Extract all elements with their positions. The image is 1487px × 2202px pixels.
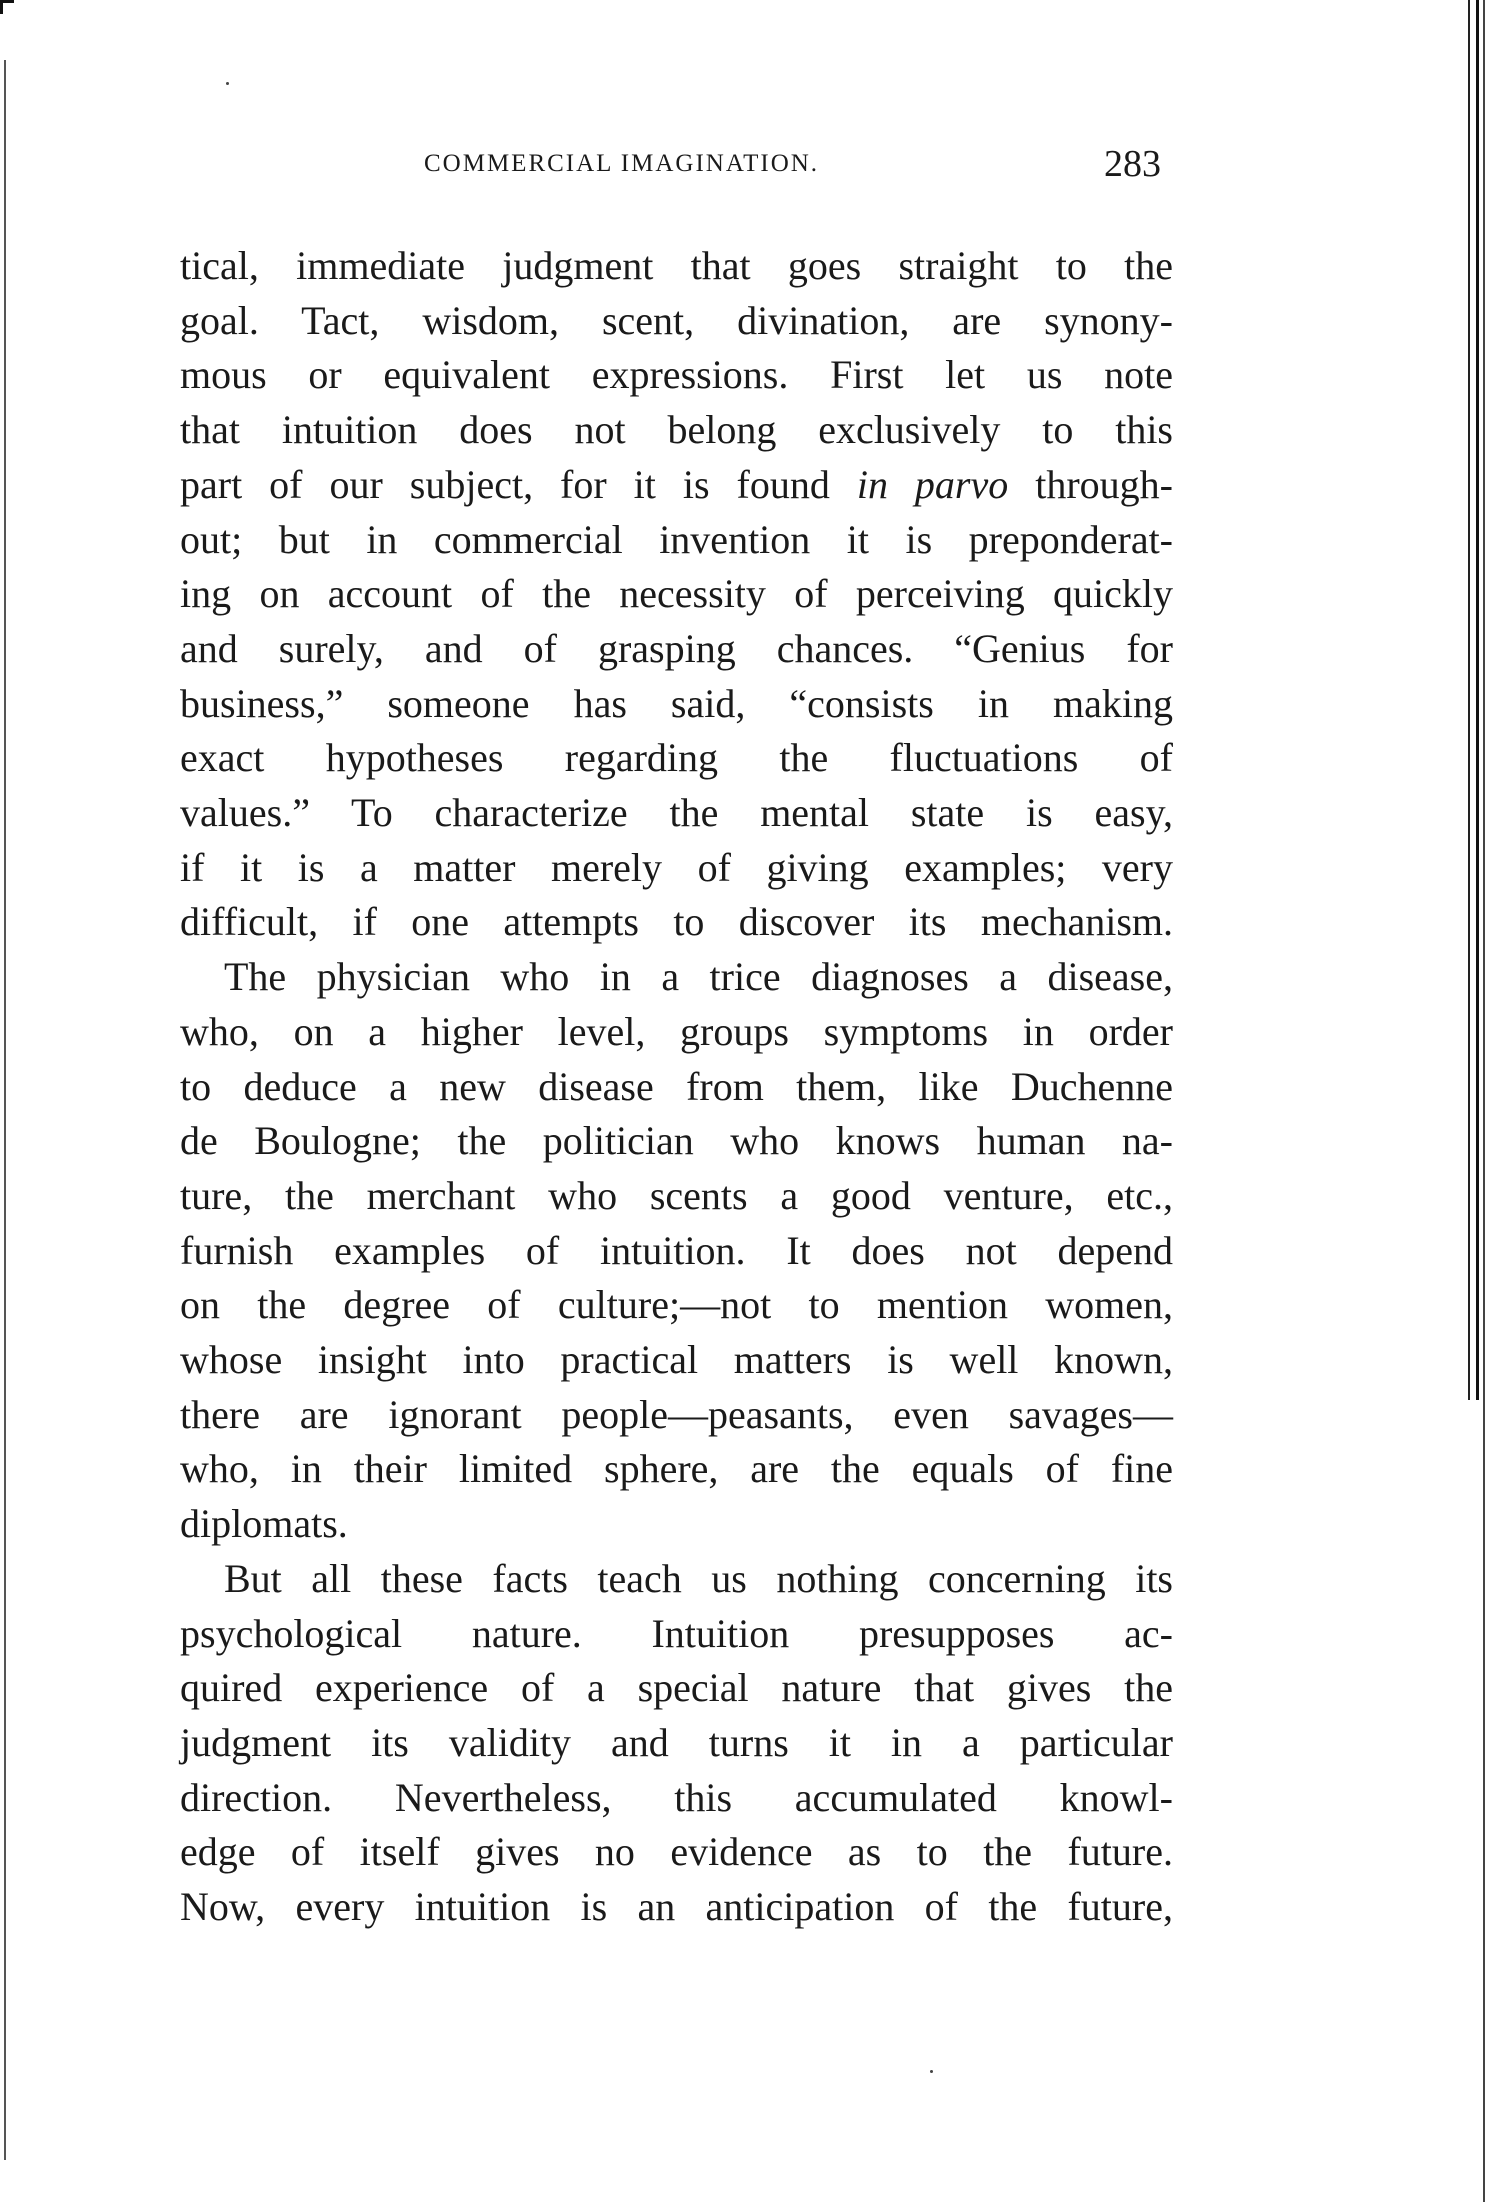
scan-corner-mark xyxy=(0,0,3,14)
text-line: business,” someone has said, “consists in making xyxy=(180,680,1173,726)
text-segment: part of our subject, for it is found xyxy=(180,461,857,507)
text-line: direction. Nevertheless, this accumulated knowl- xyxy=(180,1774,1173,1820)
text-line: values.” To characterize the mental state is easy, xyxy=(180,790,1173,836)
page-edge-right-outer xyxy=(1483,0,1485,2202)
text-line: psychological nature. Intuition presupposes ac- xyxy=(180,1610,1173,1656)
scan-speck xyxy=(226,82,229,85)
text-segment: through- xyxy=(1008,461,1173,507)
text-line: there are ignorant people—peasants, even savages— xyxy=(180,1391,1173,1437)
text-line: de Boulogne; the politician who knows human na- xyxy=(180,1118,1173,1164)
running-head: COMMERCIAL IMAGINATION. xyxy=(424,150,820,177)
body-text xyxy=(180,239,1173,1935)
text-line: that intuition does not belong exclusively to this xyxy=(180,407,1173,453)
text-line: furnish examples of intuition. It does not depend xyxy=(180,1227,1173,1273)
text-line: The physician who in a trice diagnoses a disease, xyxy=(224,954,1173,1000)
text-line: if it is a matter merely of giving examples; very xyxy=(180,844,1173,890)
text-line: But all these facts teach us nothing concerning its xyxy=(224,1555,1173,1601)
text-line: who, in their limited sphere, are the equals of fine xyxy=(180,1446,1173,1492)
text-line: diplomats. xyxy=(180,1501,348,1547)
page-number: 283 xyxy=(1104,143,1161,185)
text-line: quired experience of a special nature that gives the xyxy=(180,1665,1173,1711)
text-line: tical, immediate judgment that goes straight to the xyxy=(180,243,1173,288)
text-line: to deduce a new disease from them, like Duchenne xyxy=(180,1063,1173,1109)
text-line: edge of itself gives no evidence as to the future. xyxy=(180,1829,1173,1875)
text-line: out; but in commercial invention it is preponderat- xyxy=(180,516,1173,562)
text-line: Now, every intuition is an anticipation of the future, xyxy=(180,1884,1173,1930)
text-line: judgment its validity and turns it in a particular xyxy=(180,1719,1173,1765)
text-line: ture, the merchant who scents a good venture, etc., xyxy=(180,1172,1173,1218)
text-line: and surely, and of grasping chances. “Genius for xyxy=(180,625,1173,671)
italic-phrase: in parvo xyxy=(856,461,1009,507)
text-line: ing on account of the necessity of perceiving quickly xyxy=(180,571,1173,617)
page-edge-right xyxy=(1468,0,1479,1400)
text-line: mous or equivalent expressions. First let us note xyxy=(180,352,1173,398)
text-line: exact hypotheses regarding the fluctuations of xyxy=(180,735,1173,781)
text-line: difficult, if one attempts to discover its mechanism. xyxy=(180,899,1173,945)
page-edge-left xyxy=(4,60,6,2160)
scan-speck xyxy=(930,2070,933,2073)
text-line: whose insight into practical matters is well known, xyxy=(180,1337,1173,1383)
text-line: goal. Tact, wisdom, scent, divination, are synony- xyxy=(180,297,1173,343)
text-line: who, on a higher level, groups symptoms in order xyxy=(180,1008,1173,1054)
text-line xyxy=(180,458,1173,513)
text-line: on the degree of culture;—not to mention women, xyxy=(180,1282,1173,1328)
